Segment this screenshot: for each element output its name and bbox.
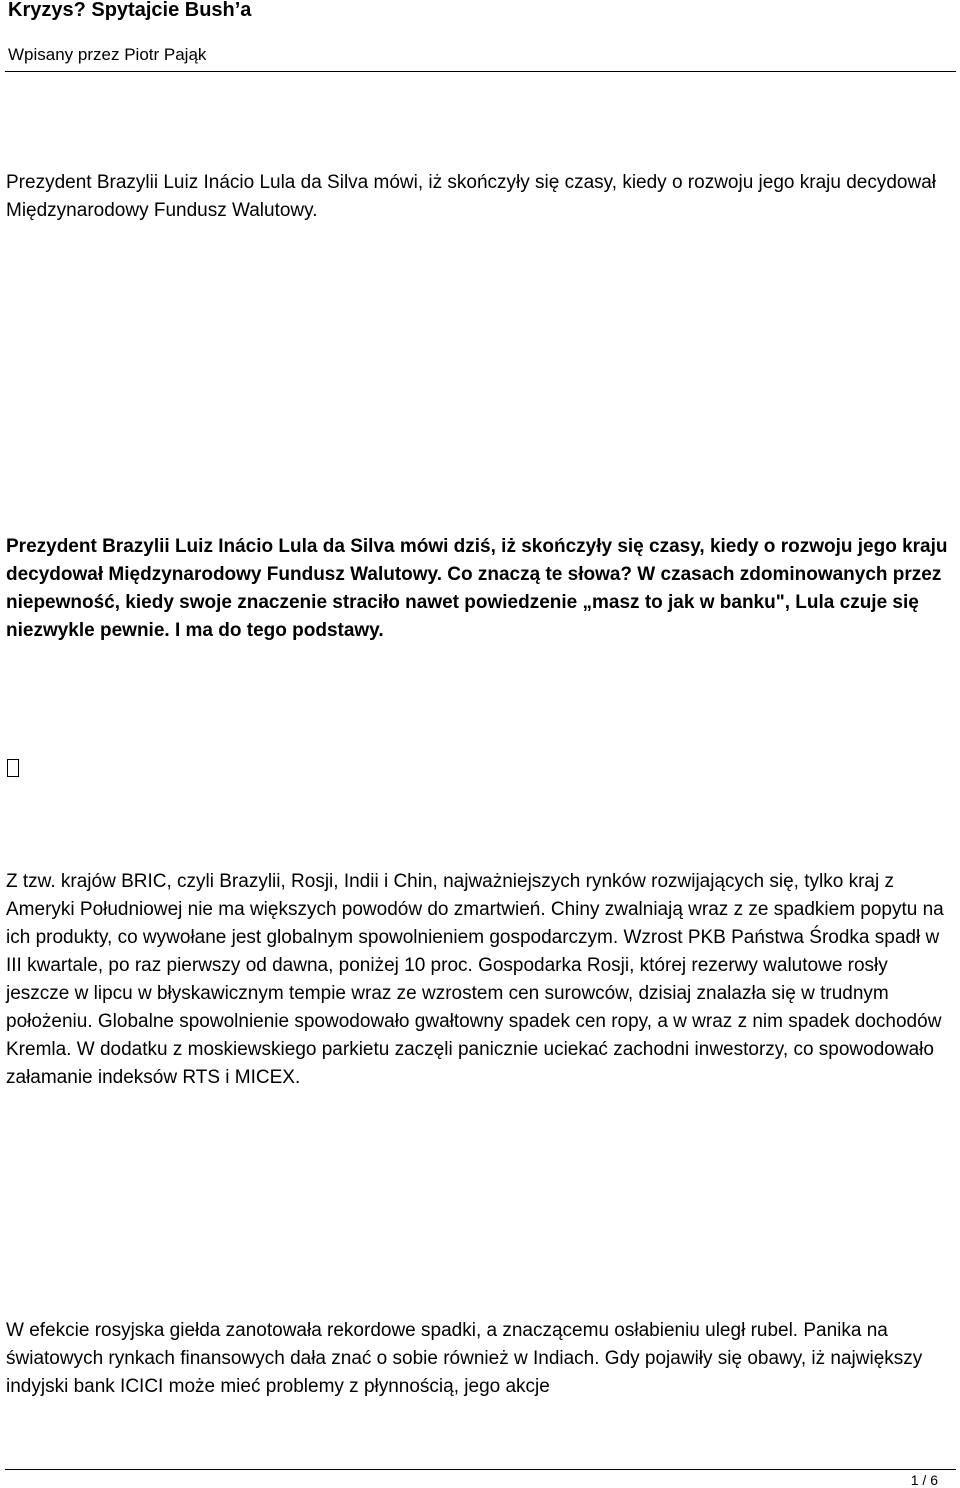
body-paragraph: W efekcie rosyjska giełda zanotowała rekordowe spadki, a znaczącemu osłabieniu uległ rubel. Panika na światowych rynkach finansowych dała znać o sobie również w Indiach. Gdy pojawiły się obawy, iż największy indyjski bank ICICI może mieć problemy z płynnością, jego akcje <box>6 1320 923 1397</box>
page-title: Kryzys? Spytajcie Bush’a <box>8 0 252 21</box>
missing-image-glyph-icon <box>7 759 19 777</box>
lead-paragraph: Prezydent Brazylii Luiz Inácio Lula da Silva mówi dziś, iż skończyły się czasy, kiedy o rozwoju jego kraju decydował Międzynarodowy Fundusz Walutowy. Co znaczą te słowa? W czasach zdominowanych przez niepewność, kiedy swoje znaczenie straciło nawet powiedzenie „masz to jak w banku", Lula czuje się niezwykle pewnie. I ma do tego podstawy. <box>6 536 948 641</box>
body-paragraph: Z tzw. krajów BRIC, czyli Brazylii, Rosji, Indii i Chin, najważniejszych rynków rozwijających się, tylko kraj z Ameryki Południowej nie ma większych powodów do zmartwień. Chiny zwalniają wraz z ze spadkiem popytu na ich produkty, co wywołane jest globalnym spowolnieniem gospodarczym. Wzrost PKB Państwa Środka spadł w III kwartale, po raz pierwszy od dawna, poniżej 10 proc. Gospodarka Rosji, której rezerwy walutowe rosły jeszcze w lipcu w błyskawicznym tempie wraz ze wzrostem cen surowców, dzisiaj znalazła się w trudnym położeniu. Globalne spowolnienie spowodowało gwałtowny spadek cen ropy, a w wraz z nim spadek dochodów Kremla. W dodatku z moskiewskiego parkietu zaczęli panicznie uciekać zachodni inwestorzy, co spowodowało załamanie indeksów RTS i MICEX. <box>6 871 944 1088</box>
footer-divider <box>5 1469 956 1470</box>
header-divider <box>5 71 956 72</box>
intro-paragraph: Prezydent Brazylii Luiz Inácio Lula da Silva mówi, iż skończyły się czasy, kiedy o rozwoju jego kraju decydował Międzynarodowy Fundusz Walutowy. <box>6 172 936 221</box>
author-byline: Wpisany przez Piotr Pająk <box>8 45 207 64</box>
page-number: 1 / 6 <box>910 1472 938 1488</box>
